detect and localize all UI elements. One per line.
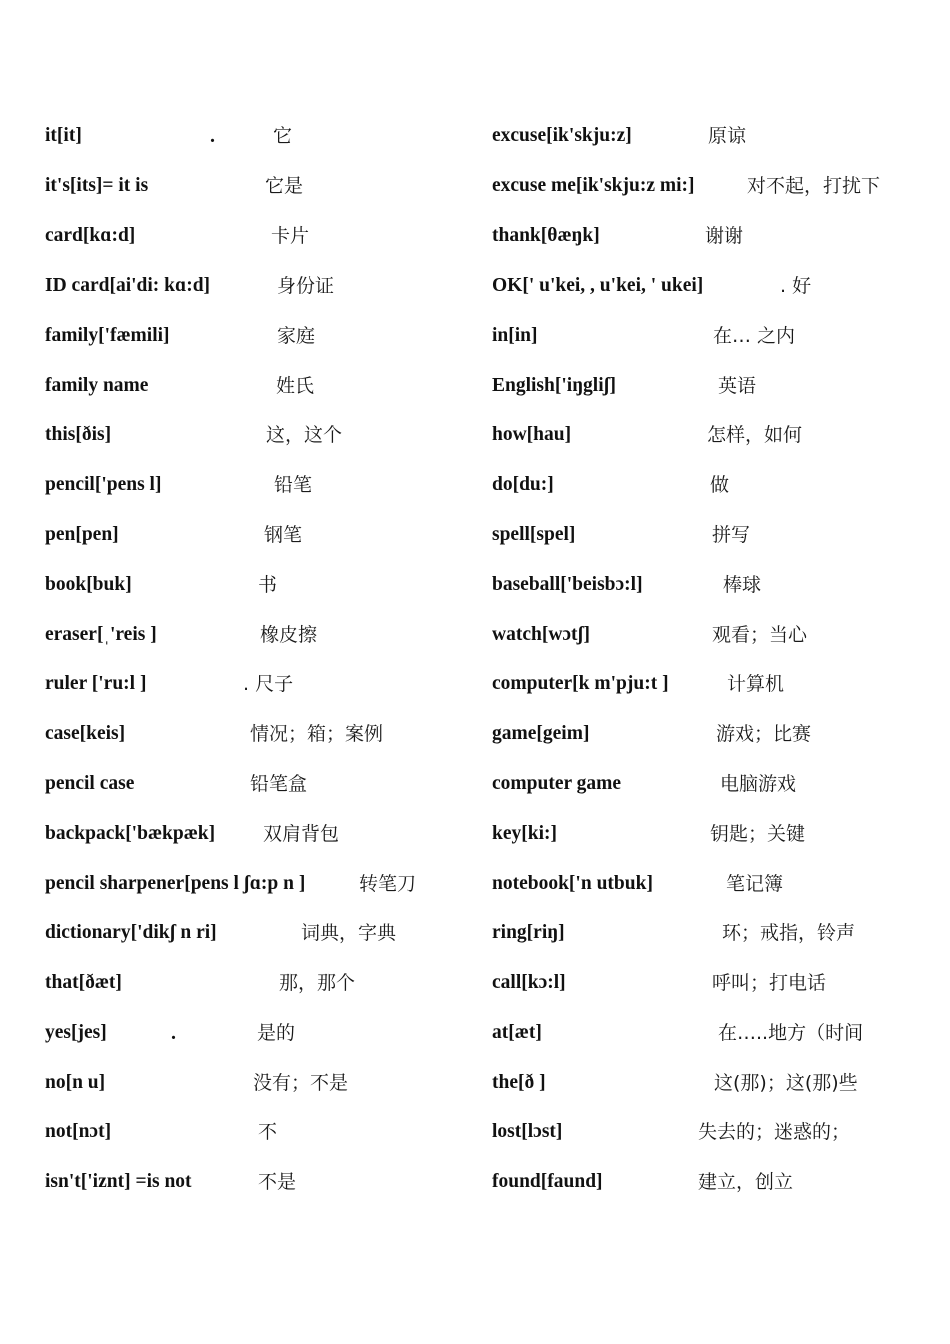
vocab-entry (45, 420, 465, 450)
english-word: not[nɔt] (45, 1121, 112, 1142)
chinese-meaning: 建立，创立 (698, 1171, 794, 1193)
chinese-meaning: 在…..地方（时间 (718, 1022, 864, 1044)
english-word: how[hau] (492, 424, 572, 445)
english-word: no[n u] (45, 1072, 106, 1093)
vocab-entry (492, 869, 942, 899)
english-word: ruler ['ru:l ] (45, 673, 147, 694)
vocab-entry (492, 918, 942, 948)
vocab-entry (45, 918, 465, 948)
vocab-entry (45, 570, 465, 600)
english-word: computer[k m'pju:t ] (492, 673, 669, 694)
vocab-entry (45, 869, 465, 899)
chinese-meaning: 做 (710, 474, 730, 496)
english-word: that[ðæt] (45, 972, 122, 993)
chinese-meaning: 卡片 (271, 225, 310, 247)
chinese-meaning: 失去的；迷惑的； (698, 1121, 851, 1143)
chinese-meaning: 词典，字典 (301, 922, 397, 944)
english-word: excuse me[ik'skju:z mi:] (492, 175, 695, 196)
vocab-entry (492, 171, 942, 201)
english-word: pencil['pens l] (45, 474, 162, 495)
vocab-entry (45, 669, 465, 699)
vocab-entry (492, 1068, 942, 1098)
english-word: computer game (492, 773, 622, 794)
chinese-meaning: 它 (273, 125, 293, 147)
english-word: watch[wɔtʃ] (492, 624, 590, 645)
chinese-meaning: 双肩背包 (263, 823, 340, 845)
vocab-entry (492, 221, 942, 251)
vocab-entry (45, 819, 465, 849)
vocab-entry (45, 470, 465, 500)
english-word: lost[lɔst] (492, 1121, 563, 1142)
chinese-meaning: 钢笔 (264, 524, 303, 546)
english-word: dictionary['dikʃ n ri] (45, 922, 217, 943)
vocab-entry (492, 420, 942, 450)
chinese-meaning: 是的 (257, 1022, 296, 1044)
english-word: ID card[ai'di: kɑ:d] (45, 275, 211, 296)
chinese-meaning: 环；戒指，铃声 (722, 922, 856, 944)
vocab-entry (492, 1018, 942, 1048)
english-word: this[ðis] (45, 424, 112, 445)
english-word: isn't['iznt] =is not (45, 1171, 192, 1192)
dot-mark: . (171, 1022, 176, 1044)
vocab-entry (45, 719, 465, 749)
vocab-entry (45, 271, 465, 301)
english-word: book[buk] (45, 574, 132, 595)
chinese-meaning: 橡皮擦 (260, 624, 318, 646)
vocab-entry (45, 221, 465, 251)
chinese-meaning: 在… 之内 (713, 325, 796, 347)
chinese-meaning: . 尺子 (243, 673, 294, 695)
chinese-meaning: 这(那)；这(那)些 (714, 1072, 858, 1094)
chinese-meaning: 对不起，打扰下 (747, 175, 881, 197)
chinese-meaning: 计算机 (727, 673, 785, 695)
vocab-entry (492, 1117, 942, 1147)
english-word: ring[riŋ] (492, 922, 565, 943)
dot-mark: . (210, 125, 215, 147)
vocab-entry (492, 1167, 942, 1197)
english-word: the[ð ] (492, 1072, 546, 1093)
english-word: backpack['bækpæk] (45, 823, 216, 844)
chinese-meaning: 情况；箱；案例 (250, 723, 384, 745)
chinese-meaning: 不 (258, 1121, 278, 1143)
english-word: card[kɑ:d] (45, 225, 136, 246)
english-word: game[geim] (492, 723, 590, 744)
vocab-entry (492, 470, 942, 500)
vocab-entry (492, 719, 942, 749)
english-word: yes[jes] (45, 1022, 107, 1043)
vocab-entry (492, 620, 942, 650)
vocab-entry (492, 669, 942, 699)
chinese-meaning: 不是 (258, 1171, 297, 1193)
vocab-entry (492, 271, 942, 301)
chinese-meaning: 转笔刀 (359, 873, 417, 895)
chinese-meaning: 原谅 (708, 125, 747, 147)
chinese-meaning: 钥匙；关键 (710, 823, 806, 845)
vocab-entry (45, 321, 465, 351)
english-word: excuse[ik'skju:z] (492, 125, 632, 146)
english-word: thank[θæŋk] (492, 225, 600, 246)
chinese-meaning: 家庭 (277, 325, 316, 347)
english-word: baseball['beisbɔ:l] (492, 574, 643, 595)
vocab-entry (45, 620, 465, 650)
english-word: spell[spel] (492, 524, 576, 545)
chinese-meaning: 呼叫；打电话 (712, 972, 827, 994)
chinese-meaning: 观看；当心 (712, 624, 808, 646)
chinese-meaning: 铅笔 (274, 474, 313, 496)
english-word: at[æt] (492, 1022, 542, 1043)
english-word: it[it] (45, 125, 82, 146)
chinese-meaning: 游戏；比赛 (716, 723, 812, 745)
english-word: case[keis] (45, 723, 126, 744)
english-word: English['iŋgliʃ] (492, 375, 617, 396)
vocab-entry (45, 371, 465, 401)
chinese-meaning: 棒球 (723, 574, 762, 596)
english-word: found[faund] (492, 1171, 603, 1192)
vocab-entry (492, 371, 942, 401)
english-word: call[kɔ:l] (492, 972, 566, 993)
chinese-meaning: 身份证 (277, 275, 335, 297)
chinese-meaning: . 好 (780, 275, 812, 297)
vocab-entry (45, 1068, 465, 1098)
english-word: family name (45, 375, 149, 396)
english-word: in[in] (492, 325, 538, 346)
vocab-entry (492, 968, 942, 998)
vocab-entry (492, 321, 942, 351)
chinese-meaning: 书 (258, 574, 278, 596)
english-word: family['fæmili] (45, 325, 170, 346)
chinese-meaning: 怎样，如何 (707, 424, 803, 446)
english-word: do[du:] (492, 474, 554, 495)
vocab-entry (492, 819, 942, 849)
chinese-meaning: 这，这个 (266, 424, 343, 446)
vocab-entry (45, 1167, 465, 1197)
english-word: eraser[ˌ'reis ] (45, 624, 157, 645)
english-word: pencil case (45, 773, 135, 794)
vocab-entry (492, 121, 942, 151)
english-word: pencil sharpener[pens l ʃɑ:p n ] (45, 873, 306, 894)
chinese-meaning: 没有；不是 (253, 1072, 349, 1094)
chinese-meaning: 铅笔盒 (250, 773, 308, 795)
chinese-meaning: 笔记簿 (726, 873, 784, 895)
chinese-meaning: 电脑游戏 (720, 773, 797, 795)
vocab-entry (492, 570, 942, 600)
chinese-meaning: 拼写 (712, 524, 751, 546)
vocab-entry (45, 968, 465, 998)
vocab-entry (45, 171, 465, 201)
chinese-meaning: 谢谢 (705, 225, 744, 247)
chinese-meaning: 它是 (265, 175, 304, 197)
english-word: pen[pen] (45, 524, 119, 545)
vocab-entry (492, 769, 942, 799)
vocab-entry (45, 1018, 465, 1048)
english-word: notebook['n utbuk] (492, 873, 653, 894)
vocab-entry (45, 1117, 465, 1147)
vocab-entry (492, 520, 942, 550)
chinese-meaning: 那，那个 (279, 972, 356, 994)
chinese-meaning: 姓氏 (276, 375, 315, 397)
english-word: OK[' u'kei, , u'kei, ' ukei] (492, 275, 704, 296)
vocab-entry (45, 769, 465, 799)
vocab-entry (45, 121, 465, 151)
chinese-meaning: 英语 (718, 375, 757, 397)
english-word: key[ki:] (492, 823, 557, 844)
vocab-entry (45, 520, 465, 550)
english-word: it's[its]= it is (45, 175, 149, 196)
